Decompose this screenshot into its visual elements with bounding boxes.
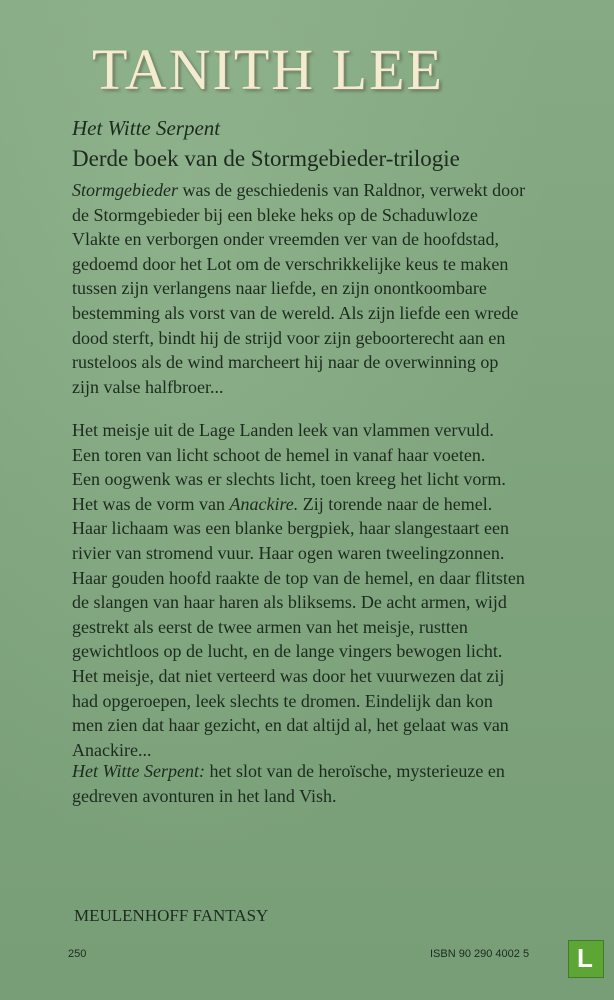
author-name: TANITH LEE [92,37,444,102]
text-line: gedoemd door het Lot om de verschrikkelijke keus te maken [72,253,509,274]
text-line: gedreven avonturen in het land Vish. [72,785,337,806]
italic-title: Stormgebieder [72,180,178,200]
logo-letter: L [577,943,593,973]
text-line [72,492,525,517]
text-line: had opgeroepen, leek slechts te dromen. Eindelijk dan kon [72,690,493,711]
text-line: dood sterft, bindt hij de strijd voor zijn geboorterecht aan en [72,327,506,348]
text-line: Het meisje, dat niet verteerd was door het vuurwezen dat zij [72,665,505,686]
blurb-paragraph-2 [72,418,525,762]
text-line: Vlakte en verborgen onder vreemden ver van de hoofdstad, [72,229,500,250]
text-line [72,759,505,784]
text-run: het slot van de heroïsche, mysterieuze en [204,761,505,781]
text-line: de slangen van haar haren als bliksems. De acht armen, wijd [72,592,507,613]
text-line: gewichtloos op de lucht, en de lange vingers bewogen licht. [72,641,503,662]
blurb-paragraph-1 [72,178,525,399]
text-line [72,178,525,203]
text-line: de Stormgebieder bij een bleke heks op de Schaduwloze [72,204,478,225]
series-line: Derde boek van de Stormgebieder-trilogie [72,146,460,171]
blurb-paragraph-3 [72,759,505,808]
book-title: Het Witte Serpent [72,116,221,140]
text-line: bestemming als vorst van de wereld. Als zijn liefde een wrede [72,302,519,323]
text-line: rusteloos als de wind marcheert hij naar de overwinning op [72,352,499,373]
text-line: rivier van stromend vuur. Haar ogen waren tweelingzonnen. [72,542,505,563]
text-line: tussen zijn verlangens naar liefde, en zijn onontkoombare [72,278,487,299]
price-code: 250 [68,948,87,960]
text-line: zijn valse halfbroer... [72,376,224,397]
text-line: Anackire... [72,739,152,760]
text-line: gestrekt als eerst de twee armen van het meisje, rustten [72,616,468,637]
text-line: Een toren van licht schoot de hemel in vanaf haar voeten. [72,444,486,465]
text-run: was de geschiedenis van Raldnor, verwekt door [177,180,526,200]
italic-title: Het Witte Serpent: [72,761,205,781]
publisher-imprint: MEULENHOFF FANTASY [74,906,269,925]
text-line: men zien dat haar gezicht, en dat altijd al, het gelaat was van [72,715,509,736]
publisher-logo [568,940,604,978]
text-run: Het was de vorm van [72,493,230,514]
isbn-number: ISBN 90 290 4002 5 [430,948,530,960]
text-line: Een oogwenk was er slechts licht, toen kreeg het licht vorm. [72,469,506,490]
text-line: Het meisje uit de Lage Landen leek van vlammen vervuld. [72,420,494,440]
italic-name: Anackire. [229,493,299,514]
text-line: Haar gouden hoofd raakte de top van de hemel, en daar flitsten [72,567,525,588]
text-line: Haar lichaam was een blanke bergpiek, haar slangestaart een [72,518,509,539]
text-run: Zij torende naar de hemel. [298,493,493,514]
